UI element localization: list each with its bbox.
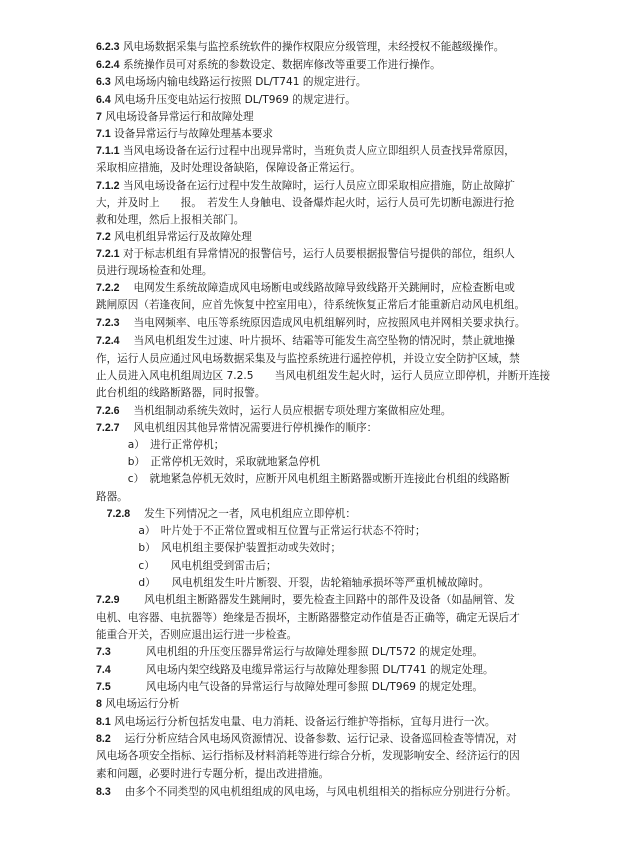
section-heading: 7.2 风电机组异常运行及故障处理 <box>96 231 252 243</box>
text-line: 7.2.7 风电机组因其他异常情况需要进行停机操作的顺序： <box>96 422 378 434</box>
text-line: 大，并及时上 报。 若发生人身触电、设备爆炸起火时，运行人员可先切断电源进行抢 <box>96 197 515 209</box>
text-line: 7.4 风电场内架空线路及电缆异常运行与故障处理参照 DL/T741 的规定处理。 <box>96 664 494 676</box>
text-line: 电机、电容器、电抗器等）绝缘是否损坏，主断路器整定动作值是否正确等，确定无误后才 <box>96 612 520 624</box>
text-line: 7.2.9 风电机组主断路器发生跳闸时，要先检查主回路中的部件及设备（如晶闸管、发 <box>96 594 515 606</box>
text-line: 员进行现场检查和处理。 <box>96 265 213 277</box>
list-item: a） 叶片处于不正常位置或相互位置与正常运行状态不符时； <box>96 525 426 537</box>
list-item: c） 风电机组受到雷击后； <box>96 560 277 572</box>
text-line: 能重合开关，否则应退出运行进一步检查。 <box>96 629 298 641</box>
list-item: d） 风电机组发生叶片断裂、开裂，齿轮箱轴承损坏等严重机械故障时。 <box>96 577 490 589</box>
text-line: 跳闸原因（若逢夜间，应首先恢复中控室用电），待系统恢复正常后才能重新启动风电机组。 <box>96 299 526 311</box>
list-item: c） 就地紧急停机无效时，应断开风电机组主断路器或断开连接此台机组的线路断 <box>96 473 510 485</box>
text-line: 采取相应措施，及时处理设备缺陷，保障设备正常运行。 <box>96 162 361 174</box>
list-item: b） 正常停机无效时，采取就地紧急停机 <box>96 456 320 468</box>
text-line: 素和问题，必要时进行专题分析，提出改进措施。 <box>96 768 330 780</box>
section-heading: 7.1 设备异常运行与故障处理基本要求 <box>96 128 274 140</box>
text-line: 6.3 风电场场内输电线路运行按照 DL/T741 的规定进行。 <box>96 76 367 88</box>
list-item: b） 风电机组主要保护装置拒动或失效时； <box>96 542 342 554</box>
text-line: 7.2.6 当机组制动系统失效时，运行人员应根据专项处理方案做相应处理。 <box>96 405 452 417</box>
text-line: 救和处理，然后上报相关部门。 <box>96 214 245 226</box>
section-heading: 7 风电场设备异常运行和故障处理 <box>96 111 254 123</box>
text-line: 7.2.2 电网发生系统故障造成风电场断电或线路故障导致线路开关跳闸时，应检查断电或 <box>96 282 515 294</box>
text-line: 7.2.8 发生下列情况之一者，风电机组应立即停机： <box>96 508 356 520</box>
text-line: 7.2.3 当电网频率、电压等系统原因造成风电机组解列时，应按照风电并网相关要求执行。 <box>96 317 526 329</box>
text-line: 8.2 运行分析应结合风电场风资源情况、设备参数、运行记录、设备巡回检查等情况，对 <box>96 733 517 745</box>
text-line: 7.2.1 对于标志机组有异常情况的报警信号，运行人员要根据报警信号提供的部位，组织人 <box>96 248 515 260</box>
text-line: 7.1.1 当风电场设备在运行过程中出现异常时，当班负责人应立即组织人员查找异常原因， <box>96 145 515 157</box>
text-line: 7.2.4 当风电机组发生过速、叶片损坏、结霜等可能发生高空坠物的情况时，禁止就地操 <box>96 335 515 347</box>
section-heading: 8 风电场运行分析 <box>96 698 180 710</box>
text-line: 此台机组的线路断路器，同时报警。 <box>96 387 266 399</box>
text-line: 8.3 由多个不同类型的风电机组组成的风电场，与风电机组相关的指标应分别进行分析。 <box>96 786 517 798</box>
text-line: 6.4 风电场升压变电站运行按照 DL/T969 的规定进行。 <box>96 94 356 106</box>
text-line: 7.3 风电机组的升压变压器异常运行与故障处理参照 DL/T572 的规定处理。 <box>96 646 483 658</box>
text-line: 路器。 <box>96 491 128 503</box>
text-line: 7.5 风电场内电气设备的异常运行与故障处理可参照 DL/T969 的规定处理。 <box>96 681 483 693</box>
text-line: 6.2.3 风电场数据采集与监控系统软件的操作权限应分级管理，未经授权不能越级操作。 <box>96 41 505 53</box>
text-line: 止人员进入风电机组周边区 7.2.5 当风电机组发生起火时，运行人员应立即停机，并断开连接 <box>96 370 551 382</box>
text-line: 7.1.2 当风电场设备在运行过程中发生故障时，运行人员应立即采取相应措施，防止故障扩 <box>96 180 515 192</box>
text-line: 作，运行人员应通过风电场数据采集及与监控系统进行遥控停机，并设立安全防护区域，禁 <box>96 353 520 365</box>
text-line: 6.2.4 系统操作员可对系统的参数设定、数据库修改等重要工作进行操作。 <box>96 59 441 71</box>
list-item: a） 进行正常停机； <box>96 439 225 451</box>
text-line: 风电场各项安全指标、运行指标及材料消耗等进行综合分析，发现影响安全、经济运行的因 <box>96 750 520 762</box>
text-line: 8.1 风电场运行分析包括发电量、电力消耗、设备运行维护等指标，宜每月进行一次。 <box>96 716 496 728</box>
